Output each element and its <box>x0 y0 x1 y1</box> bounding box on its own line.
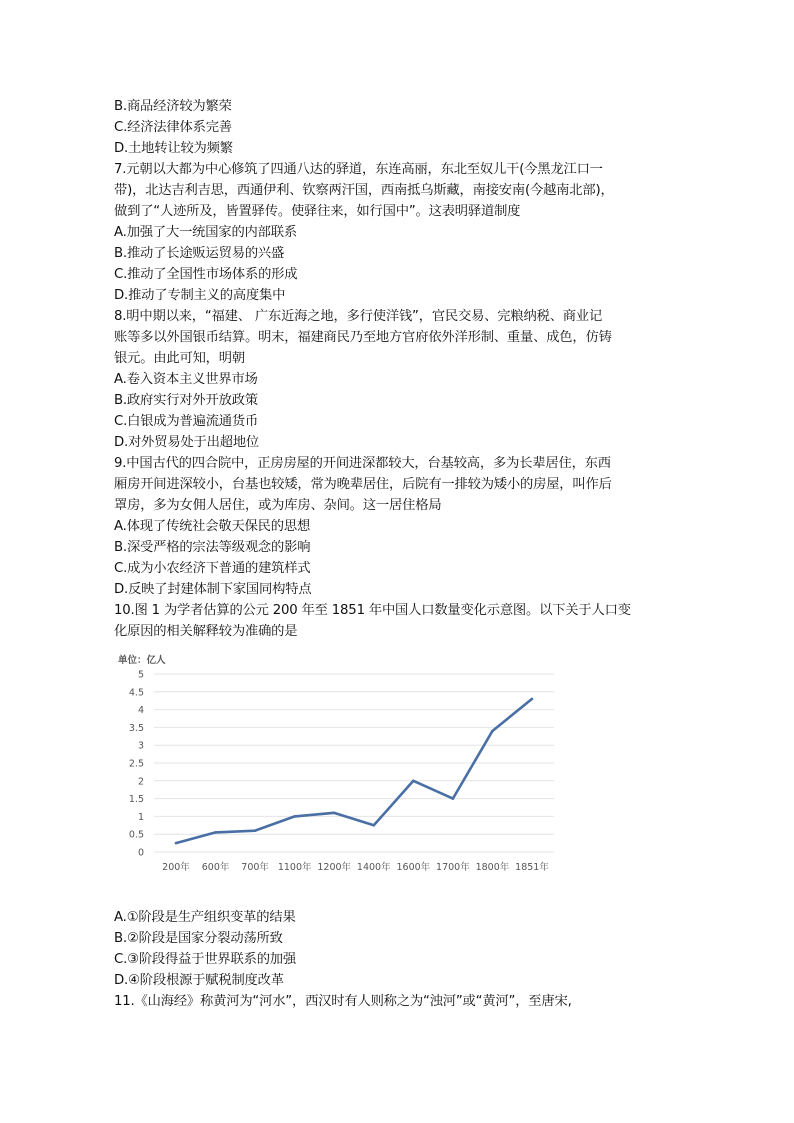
chart-data-point <box>372 824 375 827</box>
q10-option-c: C.③阶段得益于世界联系的加强 <box>114 952 296 967</box>
chart-data-point <box>333 812 336 815</box>
chart-data-point <box>452 797 455 800</box>
chart-data-point <box>491 730 494 733</box>
chart-x-tick-label: 1700年 <box>436 862 470 873</box>
chart-data-point <box>412 780 415 783</box>
q8-option-b: B.政府实行对外开放政策 <box>114 393 258 408</box>
chart-x-tick-label: 1400年 <box>356 862 391 873</box>
chart-data-point <box>175 842 178 845</box>
chart-x-tick-label: 1851年 <box>515 862 549 873</box>
q8-stem-line-3: 银元。由此可知，明朝 <box>114 351 245 366</box>
document-body-lower <box>114 907 674 1012</box>
q7-stem-line-1: 7.元朝以大都为中心修筑了四通八达的驿道，东连高丽，东北至奴儿干(今黑龙江口一 <box>114 162 603 177</box>
chart-x-tick-label: 1600年 <box>396 862 431 873</box>
chart-data-point <box>254 829 257 832</box>
chart-y-tick-label: 1.5 <box>128 794 144 806</box>
q8-option-a: A.卷入资本主义世界市场 <box>114 372 258 387</box>
q9-stem-line-2: 厢房开间进深较小，台基也较矮，常为晚辈居住，后院有一排较为矮小的房屋，叫作后 <box>114 477 612 492</box>
q9-option-d: D.反映了封建体制下家国同构特点 <box>114 582 312 597</box>
q9-option-c: C.成为小农经济下普通的建筑样式 <box>114 561 311 576</box>
q10-option-a: A.①阶段是生产组织变革的结果 <box>114 910 296 925</box>
chart-y-tick-label: 3 <box>137 740 144 752</box>
chart-y-tick-label: 4 <box>137 705 144 717</box>
q8-option-d: D.对外贸易处于出超地位 <box>114 435 260 450</box>
q10-option-d: D.④阶段根源于赋税制度改革 <box>114 973 284 988</box>
q10-stem-line-2: 化原因的相关解释较为准确的是 <box>114 624 298 639</box>
chart-data-point <box>293 815 296 818</box>
chart-y-tick-label: 0.5 <box>128 829 144 841</box>
q7-option-d: D.推动了专制主义的高度集中 <box>114 288 286 303</box>
document-body <box>114 96 654 642</box>
q6-option-d: D.土地转让较为频繁 <box>114 141 233 156</box>
q10-option-b: B.②阶段是国家分裂动荡所致 <box>114 931 283 946</box>
chart-unit-label: 单位：亿人 <box>118 655 166 666</box>
chart-data-point <box>214 831 217 834</box>
chart-y-tick-label: 3.5 <box>128 722 144 734</box>
q9-stem-line-3: 罩房，多为女佣人居住，或为库房、杂间。这一居住格局 <box>114 498 442 513</box>
q10-stem-line-1: 10.图 1 为学者估算的公元 200 年至 1851 年中国人口数量变化示意图。以下关于人口变 <box>114 603 631 618</box>
chart-y-tick-label: 1 <box>137 811 144 823</box>
chart-x-tick-label: 600年 <box>201 862 230 873</box>
chart-x-tick-label: 1800年 <box>475 862 510 873</box>
q6-option-b: B.商品经济较为繁荣 <box>114 99 232 114</box>
q11-stem-line-1: 11.《山海经》称黄河为“河水”，西汉时有人则称之为“浊河”或“黄河”，至唐宋, <box>114 994 572 1009</box>
q6-option-c: C.经济法律体系完善 <box>114 120 232 135</box>
chart-y-tick-label: 5 <box>137 669 144 681</box>
q7-option-c: C.推动了全国性市场体系的形成 <box>114 267 298 282</box>
chart-y-tick-label: 2.5 <box>128 758 144 770</box>
chart-x-tick-label: 1100年 <box>277 862 312 873</box>
q7-option-b: B.推动了长途贩运贸易的兴盛 <box>114 246 285 261</box>
q7-stem-line-2: 带)，北达吉利吉思，西通伊利、钦察两汗国，西南抵乌斯藏，南接安南(今越南北部)， <box>114 183 614 198</box>
chart-series-line <box>176 699 532 843</box>
population-chart <box>114 650 564 880</box>
chart-data-point <box>531 698 534 701</box>
chart-y-tick-label: 2 <box>137 776 144 788</box>
q8-option-c: C.白银成为普遍流通货币 <box>114 414 259 429</box>
population-chart-svg <box>114 650 564 880</box>
q9-option-a: A.体现了传统社会敬天保民的思想 <box>114 519 311 534</box>
q9-option-b: B.深受严格的宗法等级观念的影响 <box>114 540 311 555</box>
q7-option-a: A.加强了大一统国家的内部联系 <box>114 225 297 240</box>
q7-stem-line-3: 做到了“人迹所及，皆置驿传。使驿往来，如行国中”。这表明驿道制度 <box>114 204 521 219</box>
chart-y-tick-label: 0 <box>137 847 144 859</box>
q9-stem-line-1: 9.中国古代的四合院中，正房房屋的开间进深都较大，台基较高，多为长辈居住，东西 <box>114 456 611 471</box>
q8-stem-line-2: 账等多以外国银币结算。明末，福建商民乃至地方官府依外洋形制、重量、成色，仿铸 <box>114 330 612 345</box>
chart-y-tick-label: 4.5 <box>128 687 144 699</box>
q8-stem-line-1: 8.明中期以来，“福建、 广东近海之地，多行使洋钱”，官民交易、完粮纳税、商业记 <box>114 309 603 324</box>
chart-x-tick-label: 1200年 <box>317 862 352 873</box>
chart-x-tick-label: 200年 <box>162 862 190 873</box>
chart-x-tick-label: 700年 <box>241 862 269 873</box>
